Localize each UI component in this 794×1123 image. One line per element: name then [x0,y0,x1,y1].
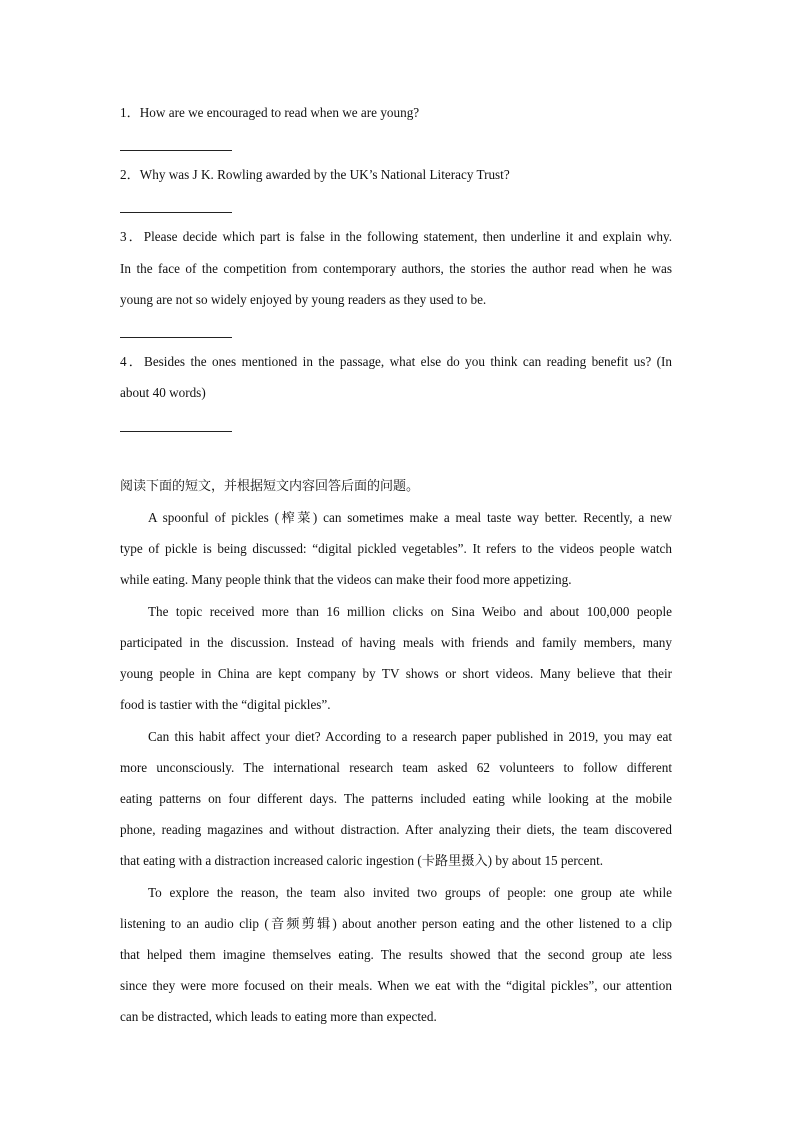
question-3-line-2: In the face of the competition from contemporary authors, the stories the author read when he was [120,261,672,276]
document-page [120,0,672,1123]
question-4-line-1: 4．Besides the ones mentioned in the passage, what else do you think can reading benefit us? (In [120,354,672,369]
passage-p2-line-1: The topic received more than 16 million clicks on Sina Weibo and about 100,000 people [148,604,672,619]
passage-p4-line-1: To explore the reason, the team also invited two groups of people: one group ate while [148,885,672,900]
passage-p1-line-3: while eating. Many people think that the videos can make their food more appetizing. [120,572,572,587]
question-1-line-1: 1．How are we encouraged to read when we are young? [120,105,420,120]
passage-p2-line-4: food is tastier with the “digital pickles”. [120,697,331,712]
question-3-line-1: 3．Please decide which part is false in the following statement, then underline it and explain why. [120,229,672,244]
passage-p4-line-3: that helped them imagine themselves eating. The results showed that the second group ate less [120,947,672,962]
answer-blank-3[interactable] [120,337,232,338]
passage-p2-line-2: participated in the discussion. Instead of having meals with friends and family members, many [120,635,672,650]
question-2-line-1: 2．Why was J K. Rowling awarded by the UK’s National Literacy Trust? [120,167,510,182]
passage-p1-line-1: A spoonful of pickles (榨菜) can sometimes make a meal taste way better. Recently, a new [148,510,672,525]
passage-p1-line-2: type of pickle is being discussed: “digital pickled vegetables”. It refers to the videos people watch [120,541,672,556]
answer-blank-2[interactable] [120,212,232,213]
passage-p4-line-5: can be distracted, which leads to eating more than expected. [120,1009,437,1024]
passage-p3-line-5: that eating with a distraction increased caloric ingestion (卡路里摄入) by about 15 percent. [120,853,604,868]
passage-p3-line-4: phone, reading magazines and without distraction. After analyzing their diets, the team discovered [120,822,672,837]
passage-p4-line-2: listening to an audio clip (音频剪辑) about another person eating and the other listened to a clip [120,916,672,931]
question-4-line-2: about 40 words) [120,385,206,400]
passage-p4-line-4: since they were more focused on their meals. When we eat with the “digital pickles”, our attention [120,978,672,993]
reading-instruction: 阅读下面的短文，并根据短文内容回答后面的问题。 [120,479,420,494]
passage-p3-line-2: more unconsciously. The international research team asked 62 volunteers to follow different [120,760,672,775]
passage-p2-line-3: young people in China are kept company by TV shows or short videos. Many believe that their [120,666,672,681]
answer-blank-1[interactable] [120,150,232,151]
question-3-line-3: young are not so widely enjoyed by young readers as they used to be. [120,292,487,307]
passage-p3-line-1: Can this habit affect your diet? According to a research paper published in 2019, you may eat [148,729,672,744]
passage-p3-line-3: eating patterns on four different days. The patterns included eating while looking at the mobile [120,791,672,806]
answer-blank-4[interactable] [120,431,232,432]
